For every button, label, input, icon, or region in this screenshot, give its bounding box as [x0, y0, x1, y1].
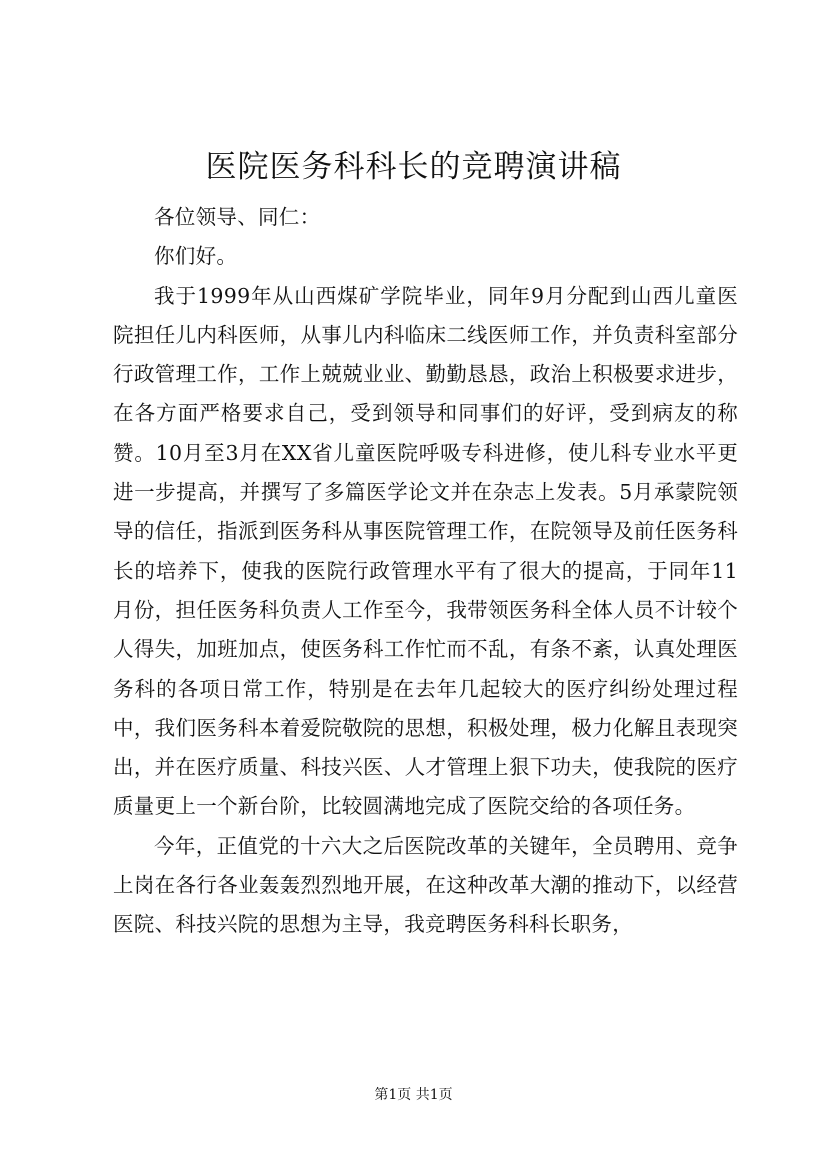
- document-title: 医院医务科科长的竞聘演讲稿: [205, 149, 622, 185]
- greeting: 你们好。: [154, 244, 238, 269]
- paragraph-2: 今年，正值党的十六大之后医院改革的关键年，全员聘用、竞争上岗在各行各业轰轰烈烈地开展，在这种改革大潮的推动下，以经营医院、科技兴院的思想为主导，我竞聘医务科科长职务，: [113, 833, 738, 937]
- paragraph-1: 我于1999年从山西煤矿学院毕业，同年9月分配到山西儿童医院担任儿内科医师，从事儿内科临床二线医师工作，并负责科室部分行政管理工作，工作上兢兢业业、勤勤恳恳，政治上积极要求进步，在各方面严格要求自己，受到领导和同事们的好评，受到病友的称赞。10月至3月在XX省儿童医院呼吸专科进修，使儿科专业水平更进一步提高，并撰写了多篇医学论文并在杂志上发表。5月承蒙院领导的信任，指派到医务科从事医院管理工作，在院领导及前任医务科长的培养下，使我的医院行政管理水平有了很大的提高，于同年11月份，担任医务科负责人工作至今，我带领医务科全体人员不计较个人得失，加班加点，使医务科工作忙而不乱，有条不紊，认真处理医务科的各项日常工作，特别是在去年几起较大的医疗纠纷处理过程中，我们医务科本着爱院敬院的思想，积极处理，极力化解且表现突出，并在医疗质量、科技兴医、人才管理上狠下功夫，使我院的医疗质量更上一个新台阶，比较圆满地完成了医院交给的各项任务。: [113, 283, 738, 819]
- document-body: [113, 198, 738, 945]
- salutation: 各位领导、同仁：: [154, 205, 321, 229]
- page-footer: 第1页 共1页: [374, 1087, 453, 1103]
